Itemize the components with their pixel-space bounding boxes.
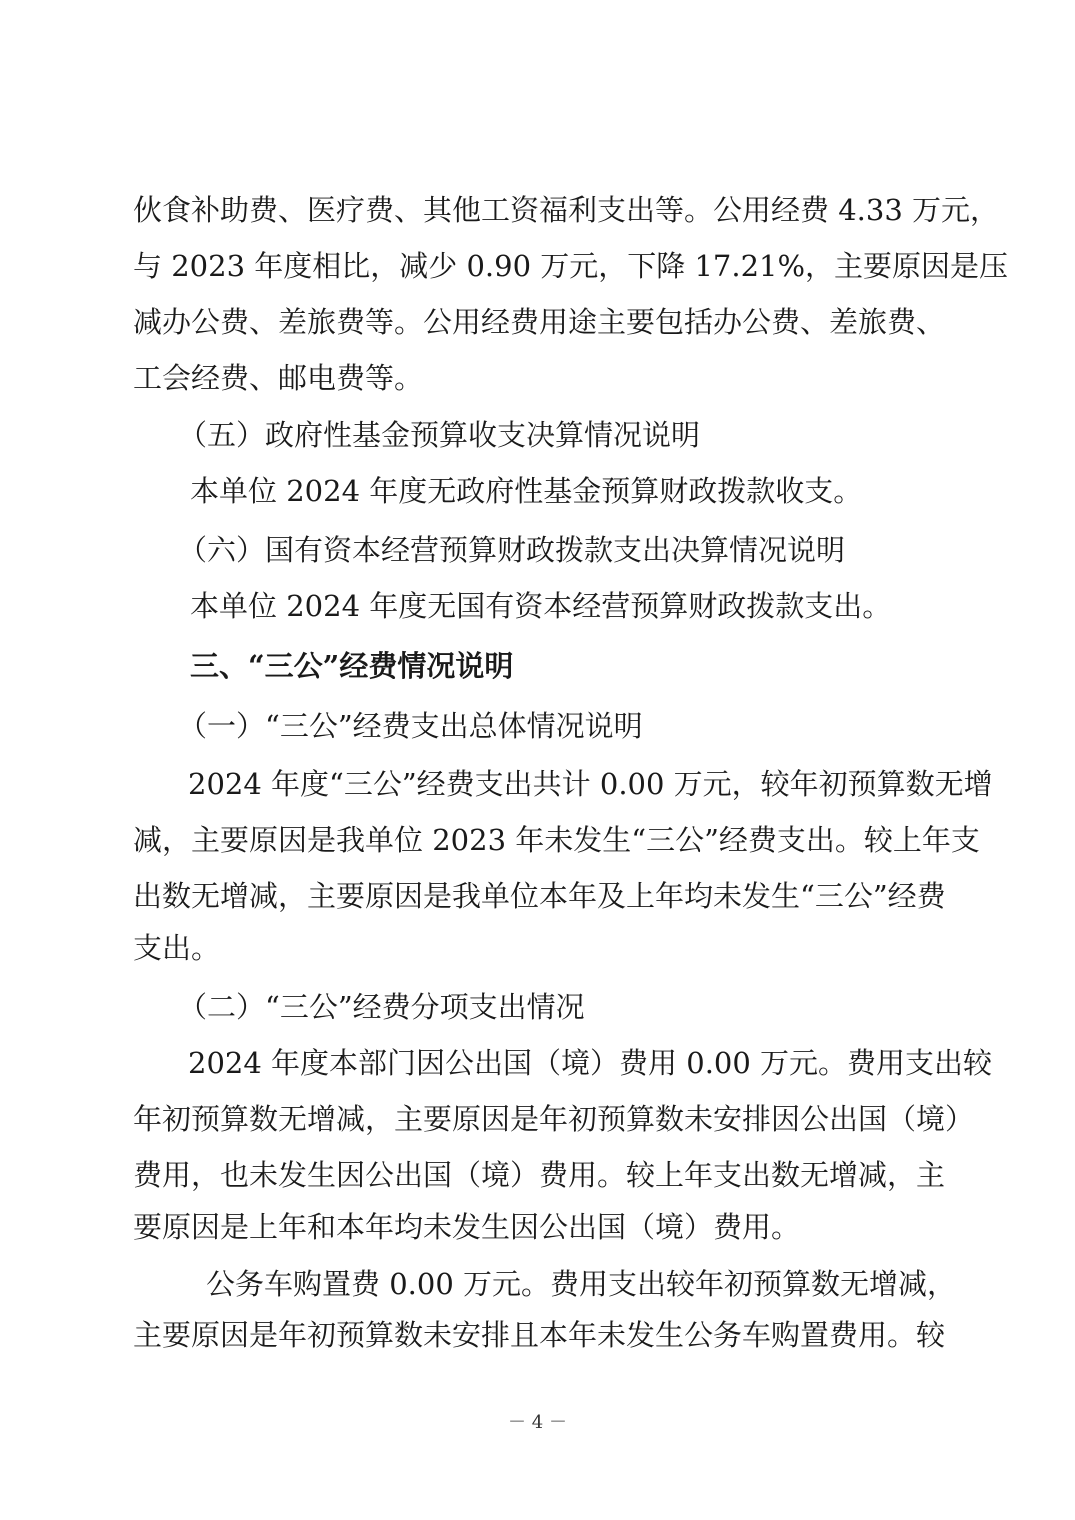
subheading-5: （五）政府性基金预算收支决算情况说明 — [178, 418, 701, 452]
section-heading: 三、“三公”经费情况说明 — [190, 649, 514, 683]
paragraph-line: 2024 年度“三公”经费支出共计 0.00 万元，较年初预算数无增 — [188, 767, 993, 801]
paragraph-line: 主要原因是年初预算数未安排且本年未发生公务车购置费用。较 — [133, 1318, 946, 1352]
paragraph-line: 年初预算数无增减，主要原因是年初预算数未安排因公出国（境） — [133, 1102, 975, 1136]
paragraph-line: 与 2023 年度相比，减少 0.90 万元，下降 17.21%，主要原因是压 — [133, 249, 1009, 283]
subheading-2: （二）“三公”经费分项支出情况 — [178, 990, 585, 1024]
paragraph-line: 减办公费、差旅费等。公用经费用途主要包括办公费、差旅费、 — [133, 305, 946, 339]
page-number: － 4 － — [508, 1412, 567, 1433]
subheading-6: （六）国有资本经营预算财政拨款支出决算情况说明 — [178, 533, 846, 567]
paragraph-line: 本单位 2024 年度无国有资本经营预算财政拨款支出。 — [190, 589, 892, 623]
paragraph-line: 本单位 2024 年度无政府性基金预算财政拨款收支。 — [190, 474, 863, 508]
paragraph-line: 公务车购置费 0.00 万元。费用支出较年初预算数无增减， — [206, 1267, 957, 1301]
paragraph-line: 支出。 — [133, 931, 221, 965]
paragraph-line: 伙食补助费、医疗费、其他工资福利支出等。公用经费 4.33 万元， — [133, 193, 1000, 227]
subheading-1: （一）“三公”经费支出总体情况说明 — [178, 709, 643, 743]
paragraph-line: 费用，也未发生因公出国（境）费用。较上年支出数无增减，主 — [133, 1158, 946, 1192]
paragraph-line: 出数无增减，主要原因是我单位本年及上年均未发生“三公”经费 — [133, 879, 946, 913]
paragraph-line: 要原因是上年和本年均未发生因公出国（境）费用。 — [133, 1210, 801, 1244]
paragraph-line: 工会经费、邮电费等。 — [133, 361, 424, 395]
paragraph-line: 2024 年度本部门因公出国（境）费用 0.00 万元。费用支出较 — [188, 1046, 993, 1080]
paragraph-line: 减，主要原因是我单位 2023 年未发生“三公”经费支出。较上年支 — [133, 823, 980, 857]
